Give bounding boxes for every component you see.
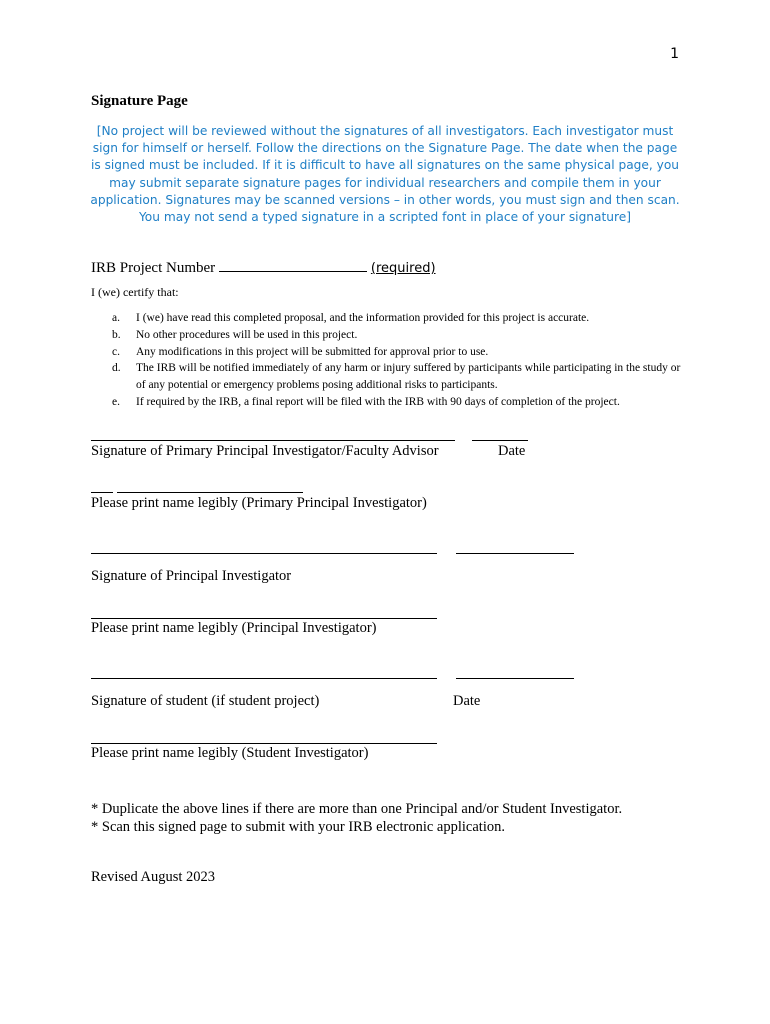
list-text: I (we) have read this completed proposal, and the information provided for this project is accurate. [136, 312, 590, 324]
certify-intro: I (we) certify that: [91, 285, 179, 299]
list-marker: a. [112, 312, 120, 324]
list-item [91, 327, 691, 344]
primary-date-line[interactable] [472, 440, 528, 441]
student-date-label: Date [453, 693, 481, 709]
primary-signature-label: Signature of Primary Principal Investigator/Faculty Advisor [91, 443, 439, 459]
list-text: No other procedures will be used in this project. [136, 328, 358, 341]
revision-date: Revised August 2023 [91, 869, 216, 885]
primary-print-label: Please print name legibly (Primary Principal Investigator) [91, 495, 427, 511]
pi-signature-line[interactable] [91, 553, 437, 554]
primary-print-name-line[interactable] [117, 492, 303, 493]
pi-print-name-line[interactable] [91, 618, 437, 619]
instructions-note: [No project will be reviewed without the signatures of all investigators. Each investigator must sign for himself or herself. Follow the directions on the Signature Page. The date when the page is signed must be included. If it is difficult to have all signatures on the same physical page, you may submit separate signature pages for individual researchers and compile them in your application. Signatures may be scanned versions – in other words, you must sign and then scan. You may not send a typed signature in a scripted font in place of your signature] [90, 124, 680, 225]
list-marker: c. [112, 345, 120, 358]
page-title: Signature Page [91, 93, 188, 109]
irb-project-number-label: IRB Project Number [91, 260, 216, 276]
student-date-line[interactable] [456, 678, 574, 679]
list-text: If required by the IRB, a final report will be filed with the IRB with 90 days of completion of the project. [136, 395, 620, 408]
list-marker: b. [112, 328, 121, 341]
irb-project-number-row [91, 258, 436, 277]
pi-date-line[interactable] [456, 553, 574, 554]
footnotes [91, 800, 622, 836]
list-text: Any modifications in this project will be submitted for approval prior to use. [136, 345, 489, 358]
list-marker: d. [112, 362, 121, 375]
list-text: The IRB will be notified immediately of any harm or injury suffered by participants while participating in the study or of any potential or emergency problems posing additional risks to participants. [136, 362, 681, 392]
primary-print-line-prefix [91, 492, 113, 493]
pi-signature-label: Signature of Principal Investigator [91, 568, 292, 584]
list-marker: e. [112, 395, 120, 408]
irb-project-number-field[interactable] [219, 258, 367, 272]
footnote: * Duplicate the above lines if there are more than one Principal and/or Student Investigator. [91, 801, 623, 817]
student-signature-line[interactable] [91, 678, 437, 679]
list-item [91, 394, 691, 411]
primary-signature-line[interactable] [91, 440, 455, 441]
pi-print-label: Please print name legibly (Principal Investigator) [91, 620, 377, 636]
list-item [91, 310, 691, 327]
student-print-label: Please print name legibly (Student Investigator) [91, 745, 369, 761]
list-item [91, 360, 691, 394]
required-marker: (required) [370, 261, 436, 276]
certification-list [91, 310, 691, 411]
list-item [91, 344, 691, 361]
footnote: * Scan this signed page to submit with your IRB electronic application. [91, 819, 505, 835]
student-signature-label: Signature of student (if student project) [91, 693, 320, 709]
primary-date-label: Date [498, 443, 526, 459]
student-print-name-line[interactable] [91, 743, 437, 744]
page-number: 1 [670, 46, 679, 62]
